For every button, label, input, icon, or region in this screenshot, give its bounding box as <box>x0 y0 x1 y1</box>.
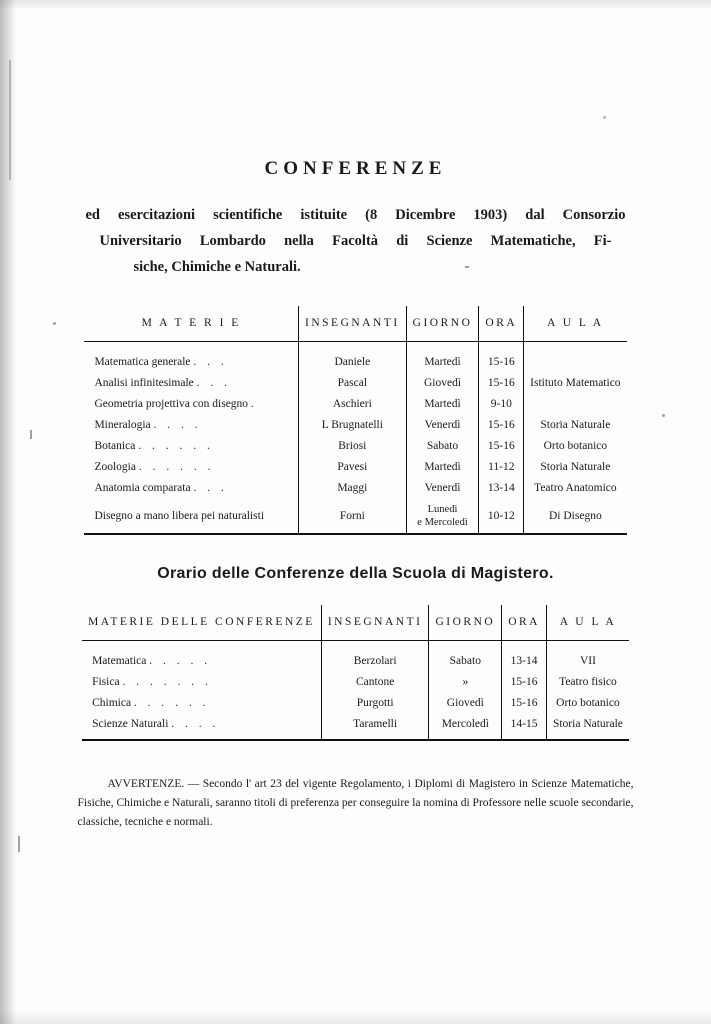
cell-materia <box>82 671 321 692</box>
materia-label: Matematica generale <box>94 355 191 368</box>
table-row <box>82 671 629 692</box>
cell-ora: 13-14 <box>502 650 547 671</box>
cell-materia <box>84 477 298 498</box>
cell-giorno: Martedì <box>406 393 479 414</box>
col-header-materie: M A T E R I E <box>84 306 298 342</box>
cell-materia <box>82 650 321 671</box>
leader-dots: . . . . . . <box>133 696 210 709</box>
materia-label: Scienze Naturali <box>92 717 169 730</box>
cell-insegnante: Taramelli <box>321 713 429 740</box>
avvertenze-line-1: Secondo l' art 23 del vigente Regolamento, i Diplomi di Magistero in <box>202 777 528 790</box>
cell-aula: Storia Naturale <box>524 414 627 435</box>
materia-label: Matematica <box>92 654 147 667</box>
table-row <box>82 713 629 740</box>
cell-ora: 9-10 <box>479 393 524 414</box>
avvertenze-line-2: Scienze Matematiche, Fisiche, Chimiche e Naturali, saranno titoli di preferenza per conseguire <box>77 777 634 809</box>
col-header-materie-conferenze: MATERIE DELLE CONFERENZE <box>82 605 321 641</box>
subtitle-line-2: Universitario Lombardo nella Facoltà di Scienze Matematiche, Fi- <box>99 233 612 249</box>
cell-insegnante: Pascal <box>299 372 407 393</box>
table-conferenze <box>84 306 626 535</box>
cell-insegnante: Maggi <box>299 477 407 498</box>
cell-insegnante: Berzolari <box>321 650 429 671</box>
cell-giorno: Venerdì <box>406 477 479 498</box>
avvertenze-label: AVVERTENZE. <box>107 777 185 790</box>
cell-ora: 11-12 <box>479 456 524 477</box>
cell-insegnante: Daniele <box>299 351 407 372</box>
table-row <box>84 498 626 534</box>
cell-ora: 15-16 <box>479 435 524 456</box>
materia-label: Botanica <box>94 439 136 452</box>
cell-aula: Orto botanico <box>524 435 627 456</box>
table-row <box>82 650 629 671</box>
cell-ora: 15-16 <box>502 671 547 692</box>
subtitle-line-3: siche, Chimiche e Naturali. <box>133 259 301 275</box>
cell-giorno: Venerdì <box>406 414 479 435</box>
col-header-aula: A U L A <box>546 605 628 641</box>
cell-materia <box>84 372 298 393</box>
table-row <box>84 351 626 372</box>
cell-giorno: Martedì <box>406 456 479 477</box>
avvertenze-line-3: la nomina di Professore nelle scuole secondarie, classiche, tecniche e normali. <box>77 796 634 828</box>
table-header-row <box>84 306 626 342</box>
cell-giorno: Giovedì <box>406 372 479 393</box>
cell-ora: 15-16 <box>502 692 547 713</box>
cell-ora: 15-16 <box>479 372 524 393</box>
leader-dots: . . . . <box>153 418 202 431</box>
col-header-ora: ORA <box>502 605 547 641</box>
table-header-row <box>82 605 629 641</box>
cell-giorno: » <box>429 671 502 692</box>
col-header-insegnanti: INSEGNANTI <box>321 605 429 641</box>
cell-materia <box>82 713 321 740</box>
cell-aula: Storia Naturale <box>524 456 627 477</box>
col-header-giorno: GIORNO <box>406 306 479 342</box>
leader-dots: . . . . <box>171 717 220 730</box>
materia-label: Disegno a mano libera pei naturalisti <box>94 509 265 522</box>
leader-dots: . <box>250 397 258 410</box>
table-spacer-row <box>82 641 629 651</box>
cell-giorno: Sabato <box>429 650 502 671</box>
cell-insegnante: Aschieri <box>299 393 407 414</box>
cell-ora: 15-16 <box>479 351 524 372</box>
table-row <box>82 692 629 713</box>
col-header-ora: ORA <box>479 306 524 342</box>
materia-label: Anatomia comparata <box>94 481 191 494</box>
page-title: CONFERENZE <box>264 158 447 179</box>
cell-giorno: Giovedì <box>429 692 502 713</box>
page-edge-shadow-bottom <box>0 1010 711 1024</box>
cell-insegnante: Briosi <box>299 435 407 456</box>
table-spacer-row <box>84 342 626 352</box>
cell-materia <box>84 435 298 456</box>
cell-giorno: Sabato <box>406 435 479 456</box>
leader-dots: . . . . . <box>149 654 212 667</box>
section-heading-magistero: Orario delle Conferenze della Scuola di Magistero. <box>157 565 554 582</box>
cell-insegnante: Purgotti <box>321 692 429 713</box>
subtitle-line-1: ed esercitazioni scientifiche istituite (8 Dicembre 1903) dal Consorzio <box>85 207 626 223</box>
leader-dots: . . . <box>193 481 228 494</box>
leader-dots: . . . <box>196 376 232 389</box>
cell-insegnante: Pavesi <box>299 456 407 477</box>
leader-dots: . . . . . . <box>138 439 214 452</box>
materia-label: Chimica <box>92 696 132 709</box>
avvertenze-note <box>78 775 634 832</box>
conferenze-table-wrapper <box>0 306 711 535</box>
table-row <box>84 414 626 435</box>
cell-aula: Teatro Anatomico <box>524 477 627 498</box>
cell-aula-merged: Istituto Matematico <box>524 351 627 414</box>
cell-giorno <box>406 498 479 534</box>
cell-aula: VII <box>546 650 628 671</box>
scan-speck <box>18 836 20 852</box>
cell-aula: Di Disegno <box>524 498 627 534</box>
cell-giorno: Mercoledì <box>429 713 502 740</box>
table-row <box>84 456 626 477</box>
cell-materia <box>84 456 298 477</box>
cell-aula: Storia Naturale <box>546 713 628 740</box>
leader-dots: . . . . . . . <box>122 675 212 688</box>
cell-ora: 15-16 <box>479 414 524 435</box>
magistero-table-wrapper <box>0 605 711 741</box>
leader-dots: . . . <box>193 355 228 368</box>
cell-insegnante: L Brugnatelli <box>299 414 407 435</box>
cell-materia <box>84 393 298 414</box>
col-header-insegnanti: INSEGNANTI <box>299 306 407 342</box>
cell-materia <box>84 498 298 534</box>
table-row <box>84 435 626 456</box>
cell-materia <box>84 414 298 435</box>
table-magistero <box>82 605 629 741</box>
col-header-aula: A U L A <box>524 306 627 342</box>
table-row <box>84 477 626 498</box>
cell-aula: Orto botanico <box>546 692 628 713</box>
cell-insegnante: Forni <box>299 498 407 534</box>
cell-materia <box>82 692 321 713</box>
cell-ora: 10-12 <box>479 498 524 534</box>
cell-ora: 13-14 <box>479 477 524 498</box>
cell-aula: Teatro fisico <box>546 671 628 692</box>
avvertenze-dash: — <box>187 777 200 790</box>
cell-materia <box>84 351 298 372</box>
materia-label: Fisica <box>92 675 120 688</box>
cell-ora: 14-15 <box>502 713 547 740</box>
materia-label: Zoologia <box>94 460 136 473</box>
col-header-giorno: GIORNO <box>429 605 502 641</box>
cell-insegnante: Cantone <box>321 671 429 692</box>
leader-dots: . . . . . . <box>138 460 215 473</box>
giorno-line-2: e Mercoledì <box>417 516 468 528</box>
cell-giorno: Martedì <box>406 351 479 372</box>
giorno-line-1: Lunedì <box>427 503 458 515</box>
document-subtitle <box>86 202 626 280</box>
materia-label: Mineralogia <box>94 418 151 431</box>
materia-label: Analisi infinitesimale <box>94 376 194 389</box>
materia-label: Geometria projettiva con disegno <box>94 397 249 410</box>
